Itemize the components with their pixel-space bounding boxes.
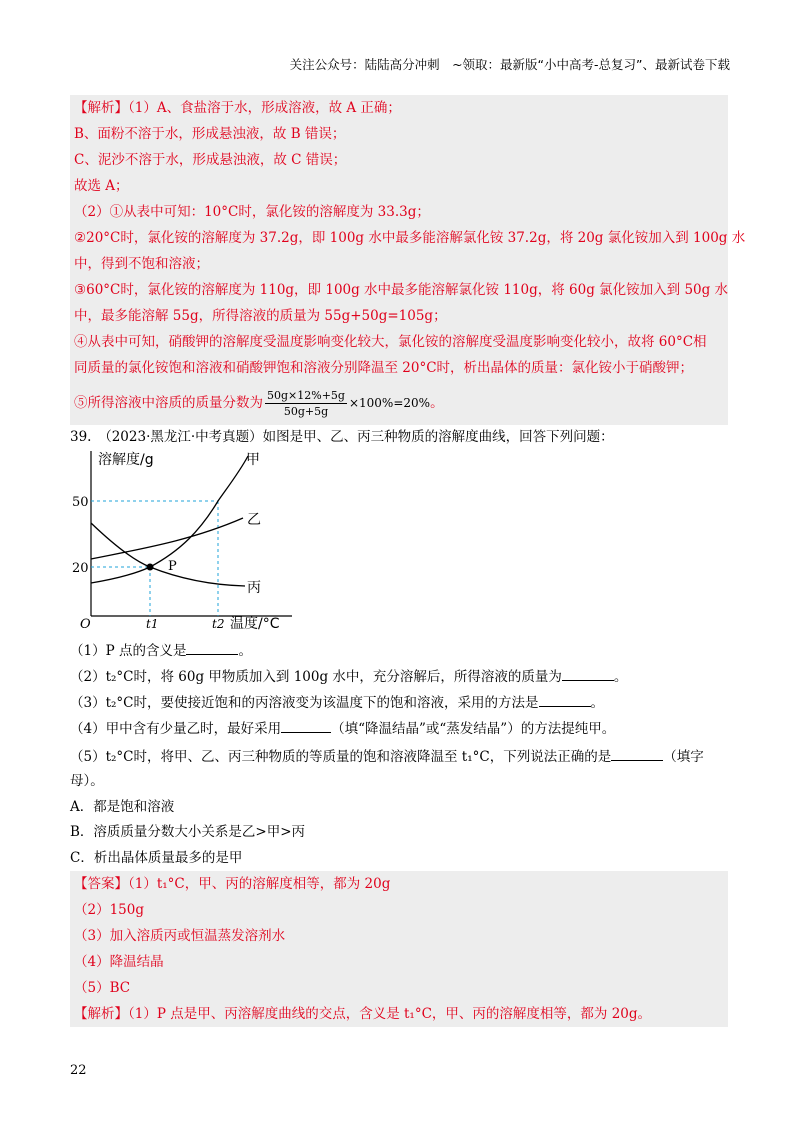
label-yi: 乙: [247, 512, 261, 528]
x-axis-label: 温度/°C: [230, 616, 280, 632]
option-b: B．溶质质量分数大小关系是乙>甲>丙: [70, 824, 306, 840]
p-label: P: [168, 559, 177, 574]
analysis-line: ②20°C时，氯化铵的溶解度为 37.2g，即 100g 水中最多能溶解氯化铵 37.2g，将 20g 氯化铵加入到 100g 水: [74, 230, 746, 246]
analysis-line: （2）①从表中可知：10°C时，氯化铵的溶解度为 33.3g；: [74, 204, 430, 220]
page-header: 关注公众号：陆陆高分冲刺 ~领取：最新版“小中高考-总复习”、最新试卷下载: [289, 57, 730, 72]
answer-blank[interactable]: [186, 640, 238, 655]
analysis-line: C、泥沙不溶于水，形成悬浊液，故 C 错误；: [74, 152, 347, 168]
xtick-t1: t1: [146, 617, 159, 631]
ytick-20: 20: [72, 561, 89, 576]
answer-analysis-line: 【解析】（1）P 点是甲、丙溶解度曲线的交点，含义是 t₁°C，甲、丙的溶解度相等，都为 20g。: [74, 1006, 652, 1022]
question-5: （5）t₂°C时，将甲、乙、丙三种物质的等质量的饱和溶液降温至 t₁°C，下列说法正确的是 （填字: [70, 744, 704, 770]
analysis-line: ③60°C时，氯化铵的溶解度为 110g，即 100g 水中最多能溶解氯化铵 110g，将 60g 氯化铵加入到 50g 水: [74, 282, 729, 298]
origin-label: O: [80, 617, 91, 632]
fraction: $\frac{50g\times 12\%+5g}{50g+5g}$: [267, 389, 345, 418]
xtick-t2: t2: [212, 617, 225, 631]
answer-blank[interactable]: [539, 692, 591, 707]
answer-block: [70, 871, 728, 1027]
y-axis-label: 溶解度/g: [98, 452, 154, 468]
question-stem: 39. （2023·黑龙江·中考真题）如图是甲、乙、丙三种物质的溶解度曲线，回答下列问题：: [70, 429, 614, 445]
analysis-block: [70, 95, 746, 425]
answer-line: （4）降温结晶: [74, 954, 164, 970]
analysis-line: 故选 A；: [74, 178, 129, 194]
answer-line: （2）150g: [74, 902, 144, 918]
analysis-line: B、面粉不溶于水，形成悬浊液，故 B 错误；: [74, 126, 346, 142]
answer-blank[interactable]: [611, 746, 663, 761]
question-2: （2）t₂°C时，将 60g 甲物质加入到 100g 水中，充分溶解后，所得溶液的质量为 。: [70, 664, 627, 690]
label-jia: 甲: [246, 452, 260, 468]
question-5-cont: 母）。: [70, 773, 104, 789]
answer-line: 【答案】（1）t₁°C，甲、丙的溶解度相等，都为 20g: [74, 876, 391, 892]
question-3: （3）t₂°C时，要使接近饱和的丙溶液变为该温度下的饱和溶液，采用的方法是 。: [70, 690, 604, 716]
analysis-line: 【解析】（1）A、食盐溶于水，形成溶液，故 A 正确；: [74, 100, 401, 116]
answer-line: （3）加入溶质丙或恒温蒸发溶剂水: [74, 928, 286, 944]
question-1: （1）P 点的含义是 。: [70, 638, 252, 664]
option-c: C．析出晶体质量最多的是甲: [70, 850, 243, 866]
question-4: （4）甲中含有少量乙时，最好采用 （填“降温结晶”或“蒸发结晶”）的方法提纯甲。: [70, 716, 615, 742]
answer-line: （5）BC: [74, 980, 131, 996]
ytick-50: 50: [72, 495, 89, 510]
analysis-line: ④从表中可知，硝酸钾的溶解度受温度影响变化较大，氯化铵的溶解度受温度影响变化较小，故将 60°C相: [74, 334, 707, 350]
option-a: A．都是饱和溶液: [70, 799, 175, 815]
solubility-chart: [60, 446, 300, 636]
chart-svg: [60, 446, 300, 636]
answer-blank[interactable]: [281, 718, 331, 733]
analysis-line: ⑤所得溶液中溶质的质量分数为 $\frac{50g\times 12\%+5g}{50g+5g}$ ×100%=20%。: [74, 389, 444, 418]
label-bing: 丙: [247, 580, 261, 596]
analysis-line: 中，得到不饱和溶液；: [74, 256, 209, 272]
point-p: [147, 564, 154, 571]
analysis-line: 同质量的氯化铵饱和溶液和硝酸钾饱和溶液分别降温至 20°C时，析出晶体的质量：氯化铵小于硝酸钾；: [74, 360, 694, 376]
page-number: 22: [70, 1063, 87, 1078]
analysis-line: 中，最多能溶解 55g，所得溶液的质量为 55g+50g=105g；: [74, 308, 447, 324]
curve-yi: [91, 518, 243, 559]
answer-blank[interactable]: [562, 666, 614, 681]
